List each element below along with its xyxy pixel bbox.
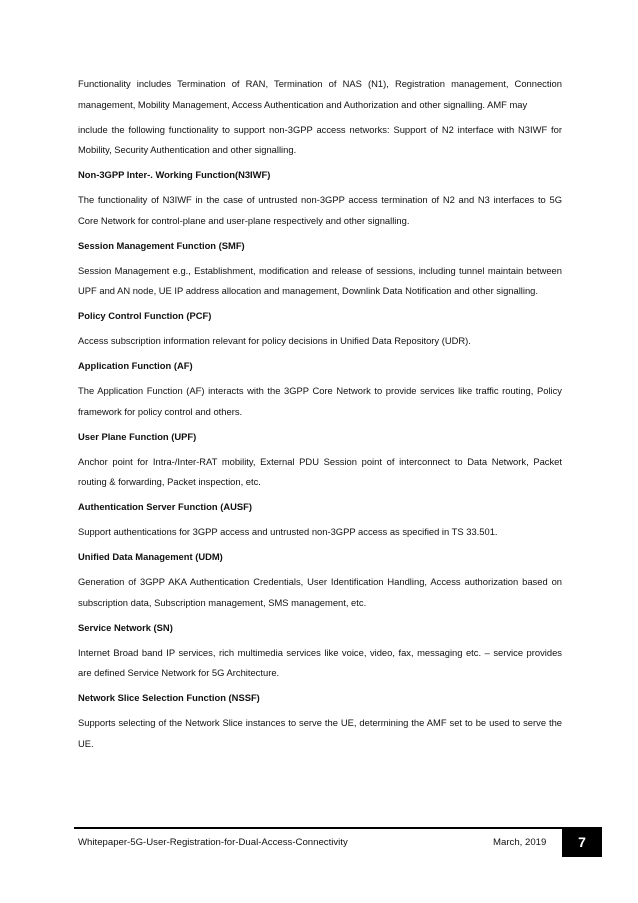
body-paragraph: Internet Broad band IP services, rich multimedia services like voice, video, fax, messaging etc. – service provides are defined Service Network for 5G Architecture. [78, 646, 562, 678]
section-heading-sn: Service Network (SN) [78, 621, 173, 633]
section-heading-ausf: Authentication Server Function (AUSF) [78, 501, 252, 512]
footer-date: March, 2019 [493, 837, 547, 848]
body-paragraph: Supports selecting of the Network Slice instances to serve the UE, determining the AMF set to be used to serve the UE. [78, 717, 562, 749]
footer-document-title: Whitepaper-5G-User-Registration-for-Dual-Access-Connectivity [78, 837, 348, 848]
section-heading-nssf: Network Slice Selection Function (NSSF) [78, 692, 260, 703]
body-paragraph: The functionality of N3IWF in the case of untrusted non-3GPP access termination of N2 and N3 interfaces to 5G Core Network for control-plane and user-plane respectively and other signalling. [78, 194, 562, 226]
body-paragraph: Access subscription information relevant for policy decisions in Unified Data Repository (UDR). [78, 335, 471, 346]
section-heading-pcf: Policy Control Function (PCF) [78, 310, 212, 321]
body-paragraph: include the following functionality to support non-3GPP access networks: Support of N2 interface with N3IWF for Mobility, Security Authentication and other signalling. [78, 123, 562, 155]
section-heading-smf: Session Management Function (SMF) [78, 239, 245, 251]
footer-divider [74, 827, 562, 829]
section-heading-n3iwf: Non-3GPP Inter-. Working Function(N3IWF) [78, 169, 271, 180]
page-body [78, 74, 562, 759]
body-paragraph: Anchor point for Intra-/Inter-RAT mobility, External PDU Session point of interconnect to Data Network, Packet routing & forwarding, Packet inspection, etc. [78, 455, 562, 487]
section-heading-af: Application Function (AF) [78, 360, 193, 371]
body-paragraph: The Application Function (AF) interacts with the 3GPP Core Network to provide services like traffic routing, Policy framework for policy control and others. [78, 385, 562, 417]
body-paragraph: Support authentications for 3GPP access and untrusted non-3GPP access as specified in TS 33.501. [78, 526, 498, 537]
body-paragraph: Generation of 3GPP AKA Authentication Credentials, User Identification Handling, Access authorization based on subscription data, Subscription management, SMS management, etc. [78, 576, 562, 608]
body-paragraph: Session Management e.g., Establishment, modification and release of sessions, including tunnel maintain between UPF and AN node, UE IP address allocation and management, Downlink Data Notification and other signalling. [78, 264, 562, 296]
body-paragraph: Functionality includes Termination of RAN, Termination of NAS (N1), Registration management, Connection management, Mobility Management, Access Authentication and Authorization and other signalling. AMF may [78, 78, 562, 110]
page-number-badge [562, 827, 602, 857]
page-number: 7 [578, 834, 586, 850]
section-heading-udm: Unified Data Management (UDM) [78, 551, 223, 562]
section-heading-upf: User Plane Function (UPF) [78, 430, 197, 442]
